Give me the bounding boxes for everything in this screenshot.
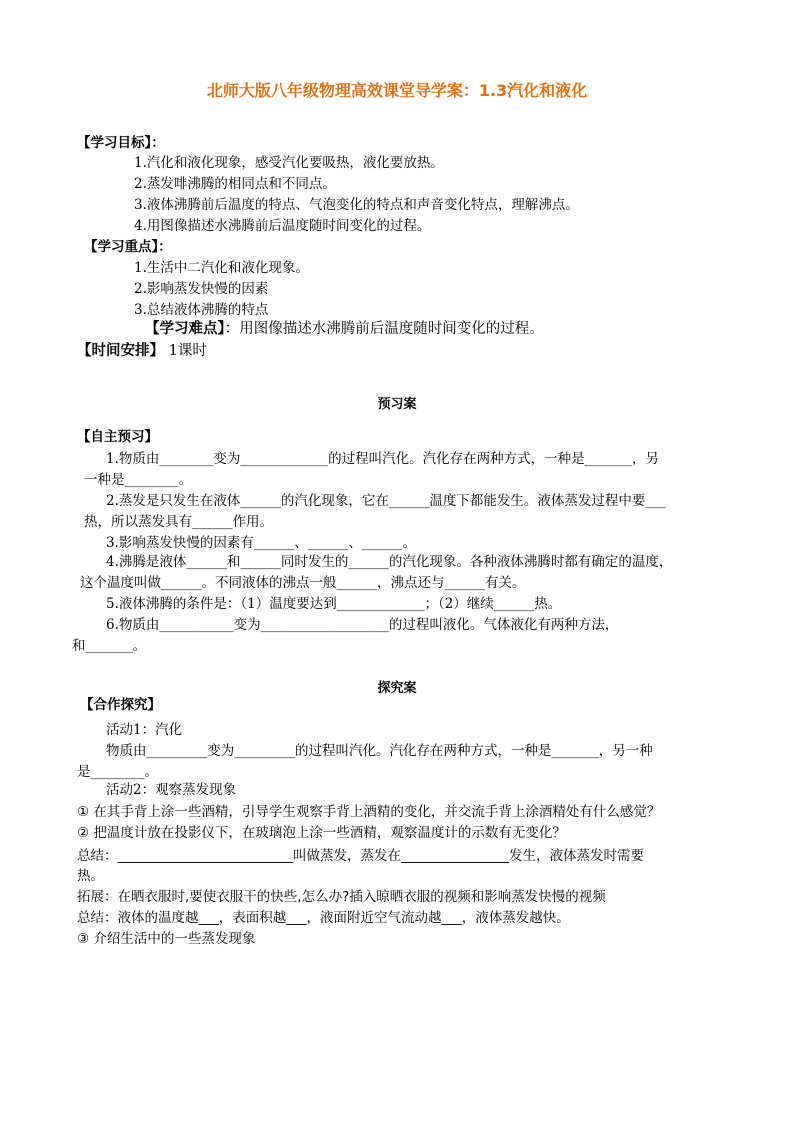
objectives-heading: 【学习目标】： <box>77 135 165 151</box>
preview-line: 1.物质由________变为_____________的过程叫汽化。汽化存在两种方式，一种是_______，另 <box>106 451 659 467</box>
preview-heading: 【自主预习】 <box>77 429 158 445</box>
preview-line: 6.物质由___________变为___________________的过程叫液化。气体液化有两种方法， <box>106 617 619 633</box>
explore-line: ③ 介绍生活中的一些蒸发现象 <box>77 931 256 947</box>
explore-line: 活动1：汽化 <box>106 722 183 738</box>
preview-line: 5.液体沸腾的条件是：（1）温度要达到_____________；（2）继续______热。 <box>106 596 562 612</box>
explore-line: 总结：液体的温度越___，表面积越___，液面附近空气流动越___，液体蒸发越快。 <box>77 910 570 926</box>
difficulty-line <box>145 320 544 338</box>
schedule-text: 1课时 <box>168 343 207 359</box>
key-point-item: 2.影响蒸发快慢的因素 <box>134 281 269 297</box>
preview-line: 4.沸腾是液体______和______同时发生的______的汽化现象。各种液体沸腾时都有确定的温度， <box>106 554 673 570</box>
key-points-heading: 【学习重点】： <box>84 239 172 255</box>
preview-line: 这个温度叫做______。不同液体的沸点一般______，沸点还与______有关。 <box>80 575 526 591</box>
difficulty-text: ：用图像描述水沸腾前后温度随时间变化的过程。 <box>224 321 544 337</box>
preview-line: 一种是________。 <box>84 472 192 488</box>
explore-section-title: 探究案 <box>377 681 417 696</box>
explore-line: 物质由_________变为_________的过程叫汽化。汽化存在两种方式，一种是_______，另一种 <box>106 743 653 759</box>
explore-line: 拓展：在晒衣服时,要使衣服干的快些,怎么办?插入晾晒衣服的视频和影响蒸发快慢的视频 <box>77 889 606 905</box>
key-point-item: 1.生活中二汽化和液化现象。 <box>134 260 309 276</box>
explore-line: ② 把温度计放在投影仪下，在玻璃泡上涂一些酒精，观察温度计的示数有无变化？ <box>77 825 566 841</box>
explore-line: 是________。 <box>77 764 158 780</box>
preview-line: 3.影响蒸发快慢的因素有______、______、______。 <box>106 535 416 551</box>
preview-section-title: 预习案 <box>377 397 417 412</box>
preview-line: 2.蒸发是只发生在液体______的汽化现象，它在______温度下都能发生。液体蒸发过程中要___ <box>106 493 666 509</box>
objective-item: 2.蒸发啡沸腾的相同点和不同点。 <box>134 176 336 192</box>
explore-line: ① 在其手背上涂一些酒精，引导学生观察手背上酒精的变化，并交流手背上涂酒精处有什么感觉？ <box>77 804 661 820</box>
explore-line: 总结：__________________________叫做蒸发，蒸发在________________发生，液体蒸发时需要 <box>77 848 644 864</box>
preview-line: 热，所以蒸发具有______作用。 <box>84 514 273 530</box>
explore-heading: 【合作探究】 <box>80 697 161 713</box>
document-title: 北师大版八年级物理高效课堂导学案：1.3汽化和液化 <box>206 81 588 100</box>
schedule-line <box>77 342 207 360</box>
objective-item: 4.用图像描述水沸腾前后温度随时间变化的过程。 <box>134 218 431 234</box>
objective-item: 3.液体沸腾前后温度的特点、气泡变化的特点和声音变化特点，理解沸点。 <box>134 197 579 213</box>
explore-line: 活动2：观察蒸发现象 <box>106 782 237 798</box>
difficulty-heading: 【学习难点】 <box>145 320 225 337</box>
objective-item: 1.汽化和液化现象，感受汽化要吸热，液化要放热。 <box>134 155 444 171</box>
explore-line: 热。 <box>77 868 104 884</box>
schedule-heading: 【时间安排】 <box>77 342 164 359</box>
key-point-item: 3.总结液体沸腾的特点 <box>134 302 269 318</box>
preview-line: 和_______。 <box>72 638 147 654</box>
